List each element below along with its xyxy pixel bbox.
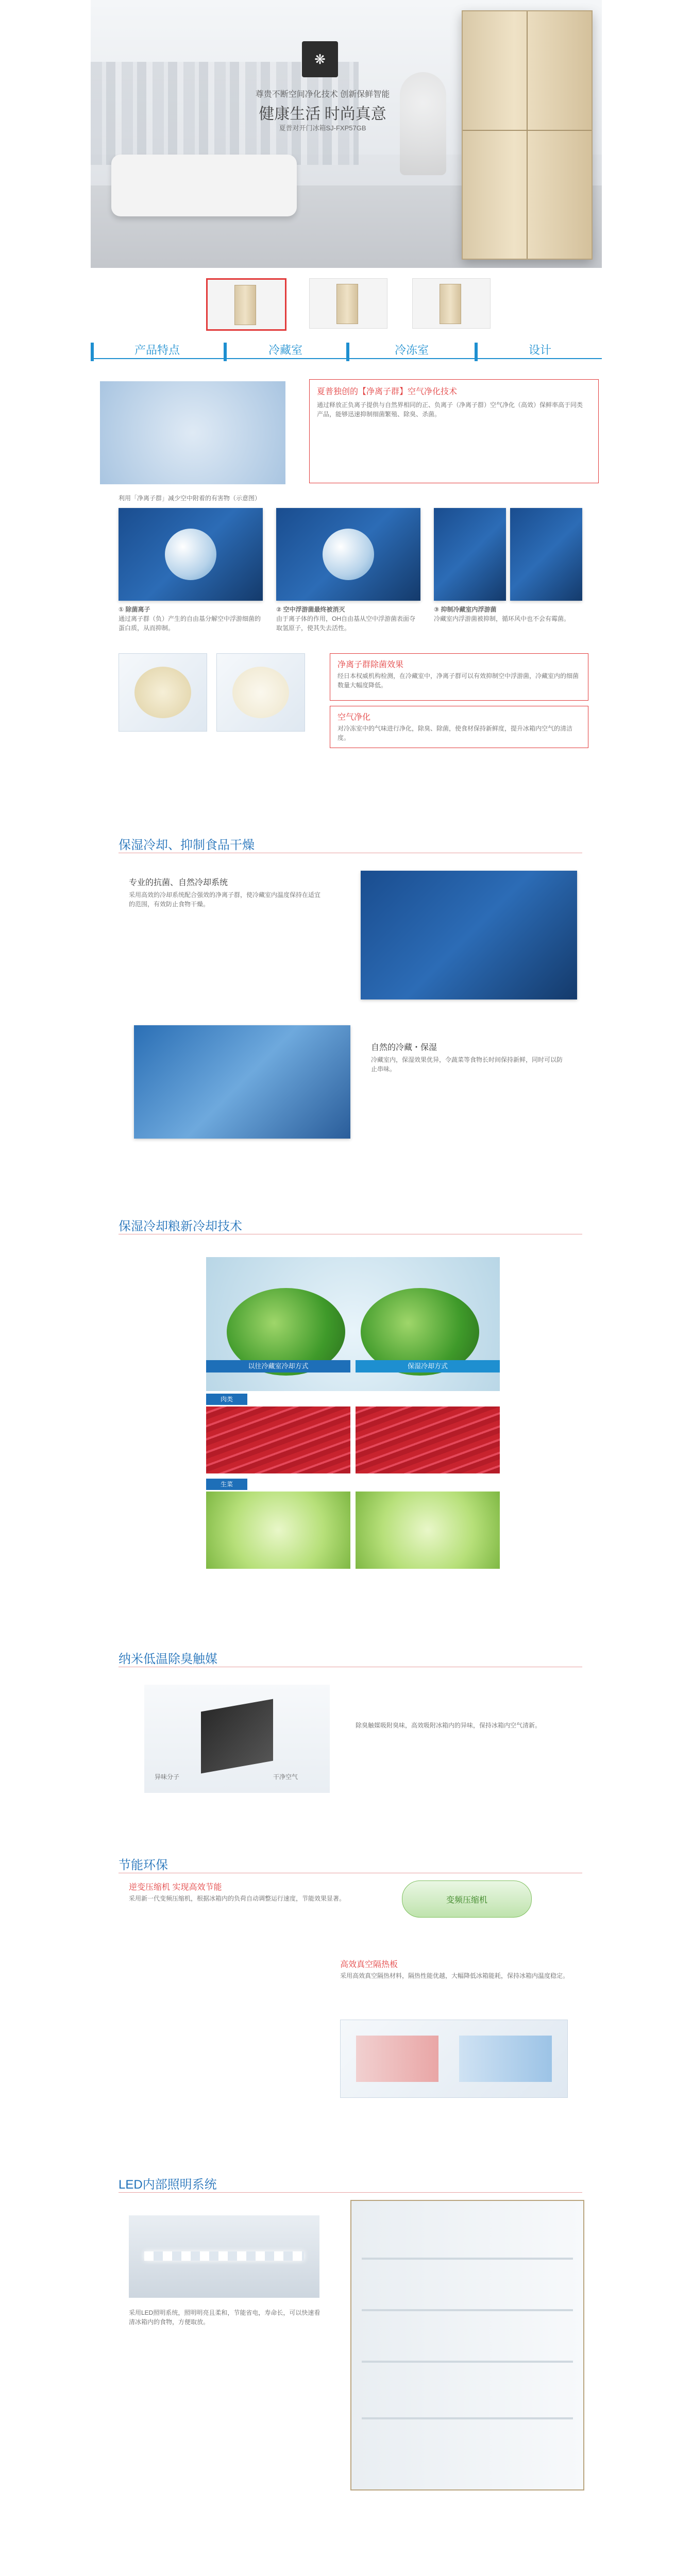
fridge-open-led-image: [350, 2200, 584, 2490]
ion-item-2: [276, 605, 420, 633]
ion-item-1-label: ① 除菌离子: [119, 606, 150, 613]
effect-text: 经日本权威机构检测，在冷藏室中，净离子群可以有效抑制空中浮游菌，冷藏室内的细菌数量大幅度降低。: [337, 672, 579, 689]
thumbnail-1[interactable]: [206, 278, 286, 331]
sec2-heading-2: 自然的冷藏・保湿: [371, 1043, 437, 1052]
section-moist-cooling-title: 保湿冷却、抑制食品干燥: [119, 838, 255, 852]
thumbnail-3[interactable]: [412, 278, 491, 329]
thumbnail-2[interactable]: [309, 278, 387, 329]
thumbnail-strip: [206, 278, 495, 330]
nav-tab-freezer[interactable]: 冷冻室: [395, 344, 429, 357]
hero-banner: [91, 0, 602, 268]
ion-item-3-label: ③ 抑制冷藏室内浮游菌: [434, 606, 497, 613]
catalyst-filter-icon: [201, 1699, 273, 1774]
eco-text-2: 采用高效真空隔热材料，隔热性能优越，大幅降低冰箱能耗，保持冰箱内温度稳定。: [340, 1972, 569, 1979]
led-light-icon: [144, 2251, 304, 2261]
ion-diagram-3a: [434, 508, 506, 601]
brand-logo-icon: ❋: [302, 41, 338, 77]
label-old-method: 以往冷藏室冷却方式: [206, 1360, 350, 1372]
meat-old-image: [206, 1406, 350, 1473]
shelf: [362, 2258, 573, 2260]
feature-1-desc: 通过释放正负离子提供与自然界相同的正、负离子（净离子群）空气净化（高效）保鲜率高于同类产品，能够迅速抑制细菌繁殖、除臭、杀菌。: [317, 401, 583, 418]
ion-diagram-3b: [510, 508, 582, 601]
label-lettuce: 生菜: [206, 1479, 247, 1490]
hero-fridge-image: [462, 10, 593, 260]
sec6-text: 采用LED照明系统，照明明亮且柔和，节能省电，寿命长，可以快速看清冰箱内的食物，方便取放。: [129, 2309, 320, 2326]
sec2-text-2: 冷藏室内，保湿效果优异，令蔬菜等食物长时间保持新鲜，同时可以防止串味。: [371, 1056, 563, 1073]
meat-new-image: [356, 1406, 500, 1473]
ion-item-3-text: 冷藏室内浮游菌被抑制，循环风中也不会有霉菌。: [434, 615, 570, 622]
ion-bubble-icon: [323, 529, 374, 580]
petri-dish-icon: [134, 667, 191, 718]
hero-subtitle: 尊贵不断空间净化技术 创新保鲜智能: [255, 90, 390, 99]
air-tag: 空气净化: [337, 713, 371, 722]
ion-item-2-label: ② 空中浮游菌最终被消灭: [276, 606, 345, 613]
section-eco-title: 节能环保: [119, 1858, 168, 1872]
eco-tag-2: 高效真空隔热板: [340, 1960, 398, 1969]
section-divider: [119, 2192, 582, 2193]
label-clean-air: 干净空气: [273, 1773, 298, 1781]
section-deodorize-title: 纳米低温除臭触媒: [119, 1652, 217, 1666]
hero-lamp: [400, 72, 446, 175]
hero-model: 夏普对开门冰箱SJ-FXP57GB: [279, 124, 366, 132]
cold-panel-icon: [459, 2036, 552, 2082]
ion-diagram-2: [276, 508, 420, 601]
feature-1-box: [309, 379, 599, 483]
insulation-diagram: [340, 2020, 568, 2098]
feature-1-tag: 夏普独创的【净离子群】空气净化技术: [317, 387, 458, 396]
hero-sofa: [111, 155, 297, 216]
bacteria-test-before: [119, 653, 207, 732]
effect-tag: 净离子群除菌效果: [337, 660, 404, 669]
thumbnail-fridge-icon: [234, 285, 256, 325]
fridge-airflow-image: [361, 871, 577, 999]
thumbnail-fridge-icon: [336, 284, 358, 324]
sec2-heading-1: 专业的抗菌、自然冷却系统: [129, 878, 228, 887]
deodorize-diagram: [144, 1685, 330, 1793]
feature-1-effect-box: [330, 653, 588, 701]
led-strip-image: [129, 2215, 319, 2298]
nav-tab-design[interactable]: 设计: [529, 344, 552, 357]
air-text: 对冷冻室中的气味进行净化，除臭、除菌，使食材保持新鲜度，提升冰箱内空气的清洁度。: [337, 725, 573, 741]
heat-panel-icon: [356, 2036, 438, 2082]
inverter-badge: 变频压缩机: [402, 1880, 532, 1918]
ion-item-2-text: 由于离子体的作用，OH自由基从空中浮游菌表面夺取氢原子，使其失去活性。: [276, 615, 416, 632]
shelf: [362, 2417, 573, 2419]
nav-divider: [475, 343, 478, 361]
hero-title: 健康生活 时尚真意: [259, 106, 386, 123]
lettuce-new-image: [356, 1492, 500, 1569]
nav-tab-fridge[interactable]: 冷藏室: [268, 344, 303, 357]
sec4-text: 除臭触媒吸附臭味，高效吸附冰箱内的异味，保持冰箱内空气清新。: [356, 1722, 542, 1729]
nav-divider: [91, 343, 94, 361]
ion-item-1-text: 通过离子群（负）产生的自由基分解空中浮游细菌的蛋白质，从而抑制。: [119, 615, 261, 632]
feature-nav: [91, 337, 602, 359]
fridge-interior-airflow-image: [134, 1025, 350, 1139]
sec2-text-1: 采用高效的冷却系统配合强效的净离子群，使冷藏室内温度保持在适宜的范围，有效防止食物干燥。: [129, 891, 321, 908]
bacteria-test-after: [216, 653, 305, 732]
petri-dish-icon: [232, 667, 289, 718]
lettuce-old-image: [206, 1492, 350, 1569]
shelf: [362, 2309, 573, 2311]
feature-1-caption: 利用「净离子群」减少空中附着的有害物（示意图）: [119, 495, 261, 502]
feature-1-air-box: [330, 706, 588, 748]
fridge-interior-image: [100, 381, 285, 484]
ion-bubble-icon: [165, 529, 216, 580]
label-odor: 异味分子: [155, 1773, 180, 1781]
nav-divider: [224, 343, 227, 361]
thumbnail-fridge-icon: [440, 284, 461, 324]
nav-tab-features[interactable]: 产品特点: [134, 344, 180, 357]
label-meat: 肉类: [206, 1394, 247, 1405]
ion-item-3: [434, 605, 583, 623]
ion-diagram-1: [119, 508, 263, 601]
nav-divider: [346, 343, 349, 361]
shelf: [362, 2361, 573, 2363]
eco-text-1: 采用新一代变频压缩机，根据冰箱内的负荷自动调整运行速度，节能效果显著。: [129, 1895, 346, 1902]
label-new-method: 保湿冷却方式: [356, 1360, 500, 1372]
eco-tag-1: 逆变压缩机 实现高效节能: [129, 1883, 222, 1892]
section-cooling-tech-title: 保湿冷却粮新冷却技术: [119, 1219, 242, 1233]
section-led-title: LED内部照明系统: [119, 2178, 217, 2192]
ion-item-1: [119, 605, 263, 633]
